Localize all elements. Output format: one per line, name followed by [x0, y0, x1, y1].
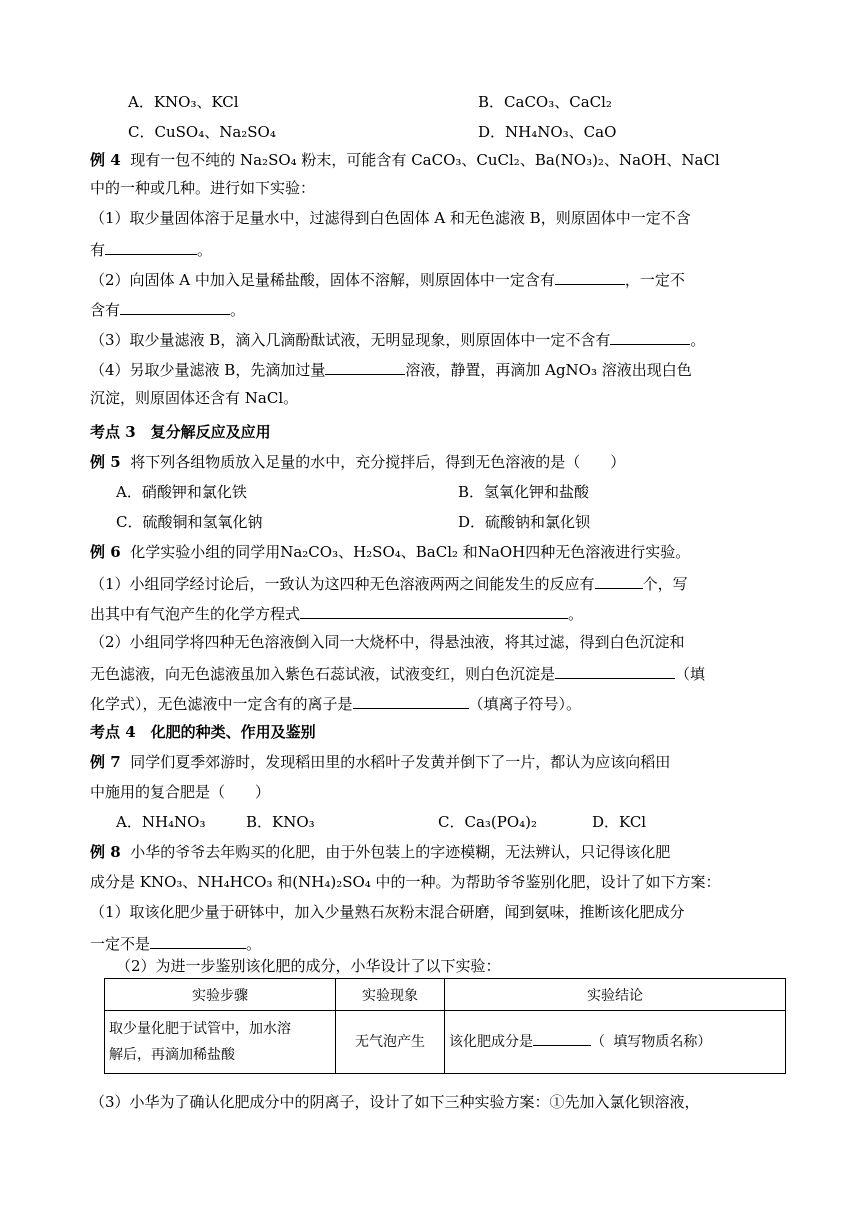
- answer-blank[interactable]: [353, 692, 469, 709]
- ex4-q2-text: （2）向固体 A 中加入足量稀盐酸，固体不溶解，则原固体中一定含有: [90, 271, 555, 289]
- ex4-q4-line2: 沉淀，则原固体还含有 NaCl。: [90, 389, 299, 407]
- step-line: 取少量化肥于试管中，加水溶: [109, 1021, 291, 1037]
- ex6-q2-mid: （填: [675, 665, 706, 683]
- answer-blank[interactable]: [555, 268, 625, 285]
- ex4-q2-mid: ，一定不: [624, 271, 685, 289]
- ex6-stem: 化学实验小组的同学用Na₂CO₃、H₂SO₄、BaCl₂ 和NaOH四种无色溶液进行实验。: [130, 543, 691, 561]
- ex4-q1-end: 。: [197, 241, 213, 259]
- step-line: 解后，再滴加稀盐酸: [109, 1047, 235, 1063]
- option-b: B．CaCO₃、CaCl₂: [478, 93, 612, 111]
- ex6-q1-mid: 个，写: [642, 575, 688, 593]
- answer-blank[interactable]: [325, 358, 405, 375]
- ex4-q3-end: 。: [690, 331, 706, 349]
- ex6-q2-line1: （2）小组同学将四种无色溶液倒入同一大烧杯中，得悬浊液，将其过滤，得到白色沉淀和: [90, 633, 685, 651]
- ex8-q3-line: （3）小华为了确认化肥成分中的阴离子，设计了如下三种实验方案：①先加入氯化钡溶液，: [90, 1093, 700, 1111]
- ex5-stem-line: [90, 452, 772, 472]
- ex6-q2-line2: [90, 662, 772, 684]
- ex5-option-b: B．氢氧化钾和盐酸: [458, 483, 590, 501]
- table-cell-step: [105, 1011, 336, 1074]
- table-cell-phenomenon: 无气泡产生: [336, 1011, 445, 1074]
- ex7-stem-line2: 中施用的复合肥是（ ）: [90, 783, 271, 801]
- ex8-q1-line1: （1）取该化肥少量于研钵中，加入少量熟石灰粉末混合研磨，闻到氨味，推断该化肥成分: [90, 903, 685, 921]
- table-header-cell: 实验结论: [445, 979, 786, 1011]
- table-header-cell: 实验现象: [336, 979, 445, 1011]
- ex4-q1-line2: [90, 238, 772, 260]
- option-c: C．CuSO₄、Na₂SO₄: [128, 123, 276, 141]
- ex4-stem-line1: [90, 150, 772, 170]
- ex8-q1-end: 。: [246, 935, 262, 953]
- table-header-cell: 实验步骤: [105, 979, 336, 1011]
- ex6-q1-end: 。: [568, 605, 584, 623]
- ex5-stem: 将下列各组物质放入足量的水中，充分搅拌后，得到无色溶液的是（ ）: [130, 453, 626, 471]
- ex7-label: 例 7: [90, 753, 121, 771]
- ex7-stem: 同学们夏季郊游时，发现稻田里的水稻叶子发黄并倒下了一片，都认为应该向稻田: [130, 753, 671, 771]
- answer-blank[interactable]: [120, 298, 230, 315]
- ex4-q2-line1: [90, 268, 772, 290]
- ex6-q2-line3: [90, 692, 772, 714]
- ex8-stem-line1: [90, 842, 772, 862]
- ex6-label: 例 6: [90, 543, 121, 561]
- ex4-stem: 现有一包不纯的 Na₂SO₄ 粉末，可能含有 CaCO₃、CuCl₂、Ba(NO₃)₂、NaOH、NaCl: [130, 151, 720, 169]
- table-header-row: [105, 979, 786, 1011]
- table-cell-conclusion: [445, 1011, 786, 1074]
- conclusion-text: 该化肥成分是: [449, 1034, 533, 1050]
- ex8-stem-line2: 成分是 KNO₃、NH₄HCO₃ 和(NH₄)₂SO₄ 中的一种。为帮助爷爷鉴别化肥，设计了如下方案：: [90, 873, 721, 891]
- ex4-q2-end: 。: [230, 301, 246, 319]
- ex7-option-c: C．Ca₃(PO₄)₂: [438, 813, 538, 831]
- ex6-q2-text3: 化学式），无色滤液中一定含有的离子是: [90, 695, 353, 713]
- ex8-q2-line: （2）为进一步鉴别该化肥的成分，小华设计了以下实验：: [116, 957, 501, 975]
- ex7-option-a: A．NH₄NO₃: [116, 813, 206, 831]
- ex5-option-c: C．硫酸铜和氢氧化钠: [116, 513, 263, 531]
- answer-blank[interactable]: [610, 328, 690, 345]
- key-point-3-heading: 考点 3 复分解反应及应用: [90, 423, 271, 441]
- ex4-q1-line1: （1）取少量固体溶于足量水中，过滤得到白色固体 A 和无色滤液 B，则原固体中一定不含: [90, 209, 691, 227]
- ex6-q1-text2: 出其中有气泡产生的化学方程式: [90, 605, 301, 623]
- ex7-stem-line1: [90, 752, 772, 772]
- ex4-q4-mid: 溶液，静置，再滴加 AgNO₃ 溶液出现白色: [405, 361, 692, 379]
- ex4-label: 例 4: [90, 151, 121, 169]
- ex4-q4-text: （4）另取少量滤液 B，先滴加过量: [90, 361, 326, 379]
- ex8-label: 例 8: [90, 843, 121, 861]
- ex4-q2-line2: [90, 298, 772, 320]
- ex7-option-b: B．KNO₃: [246, 813, 315, 831]
- ex8-q1-line2: [90, 932, 772, 954]
- ex6-q1-text: （1）小组同学经讨论后，一致认为这四种无色溶液两两之间能发生的反应有: [90, 575, 595, 593]
- ex5-option-d: D．硫酸钠和氯化钡: [458, 513, 591, 531]
- ex4-q1-text: 有: [90, 241, 106, 259]
- answer-blank[interactable]: [300, 602, 568, 619]
- ex6-q2-end: （填离子符号）。: [468, 695, 582, 713]
- ex8-q1-text: 一定不是: [90, 935, 151, 953]
- answer-blank[interactable]: [150, 932, 246, 949]
- key-point-4-heading: 考点 4 化肥的种类、作用及鉴别: [90, 723, 316, 741]
- ex6-stem-line: [90, 542, 772, 562]
- ex4-q3-line: [90, 328, 772, 350]
- ex5-label: 例 5: [90, 453, 121, 471]
- answer-blank[interactable]: [105, 238, 197, 255]
- ex4-q4-line1: [90, 358, 772, 380]
- option-d: D．NH₄NO₃、CaO: [478, 123, 617, 141]
- ex6-q1-line2: [90, 602, 772, 624]
- experiment-table: [104, 978, 786, 1074]
- ex5-option-a: A．硝酸钾和氯化铁: [116, 483, 247, 501]
- answer-blank[interactable]: [533, 1029, 591, 1046]
- conclusion-note: （ 填写物质名称）: [591, 1034, 712, 1050]
- answer-blank[interactable]: [595, 572, 643, 589]
- answer-blank[interactable]: [555, 662, 675, 679]
- ex7-option-d: D．KCl: [592, 813, 647, 831]
- ex8-stem: 小华的爷爷去年购买的化肥，由于外包装上的字迹模糊，无法辨认，只记得该化肥: [130, 843, 671, 861]
- option-a: A．KNO₃、KCl: [128, 93, 239, 111]
- ex4-stem-line2: 中的一种或几种。进行如下实验：: [90, 179, 316, 197]
- ex4-q3-text: （3）取少量滤液 B，滴入几滴酚酞试液，无明显现象，则原固体中一定不含有: [90, 331, 611, 349]
- ex6-q1-line1: [90, 572, 772, 594]
- ex4-q2-text2: 含有: [90, 301, 121, 319]
- table-row: [105, 1011, 786, 1074]
- ex6-q2-text2: 无色滤液，向无色滤液虽加入紫色石蕊试液，试液变红，则白色沉淀是: [90, 665, 556, 683]
